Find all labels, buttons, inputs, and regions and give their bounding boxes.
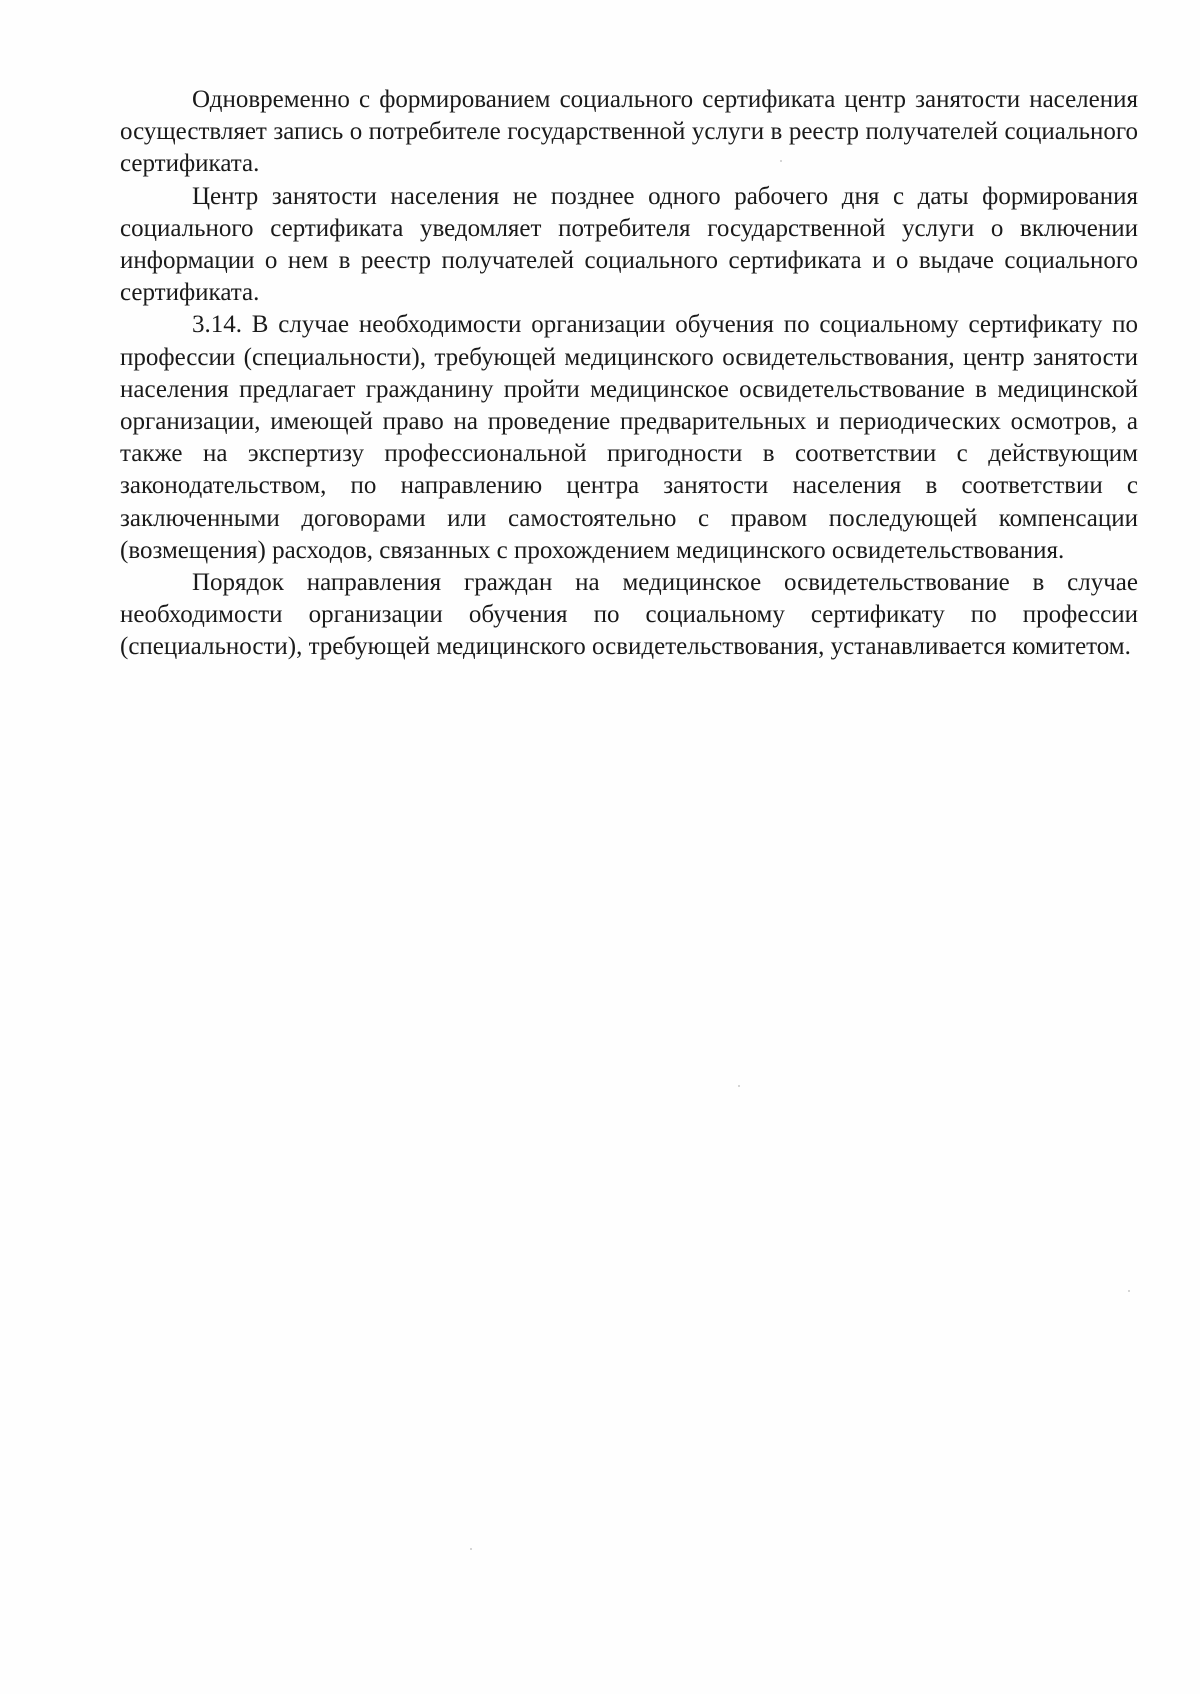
scan-speck [470,1548,472,1550]
document-body [120,84,1138,664]
paragraph-certificate-registry: Одновременно с формированием социального сертификата центр занятости населения осуществляет запись о потребителе государственной услуги в реестр получателей социального сертификата. [120,86,1138,178]
scan-speck [780,160,782,162]
scan-speck [1128,1290,1130,1292]
scan-speck [738,1085,740,1087]
paragraph-referral-procedure: Порядок направления граждан на медицинское освидетельствование в случае необходимости организации обучения по социальному сертификату по профессии (специальности), требующей медицинского освидетельствования, устанавливается комитетом. [120,569,1138,661]
paragraph-notification: Центр занятости населения не позднее одного рабочего дня с даты формирования социального сертификата уведомляет потребителя государственной услуги о включении информации о нем в реестр получателей социального сертификата и о выдаче социального сертификата. [120,182,1138,307]
paragraph-3-14-medical-examination: 3.14. В случае необходимости организации обучения по социальному сертификату по профессии (специальности), требующей медицинского освидетельствования, центр занятости населения предлагает гражданину пройти медицинское освидетельствование в медицинской организации, имеющей право на проведение предварительных и периодических осмотров, а также на экспертизу профессиональной пригодности в соответствии с действующим законодательством, по направлению центра занятости населения в соответствии с заключенными договорами или самостоятельно с правом последующей компенсации (возмещения) расходов, связанных с прохождением медицинского освидетельствования. [120,311,1138,564]
